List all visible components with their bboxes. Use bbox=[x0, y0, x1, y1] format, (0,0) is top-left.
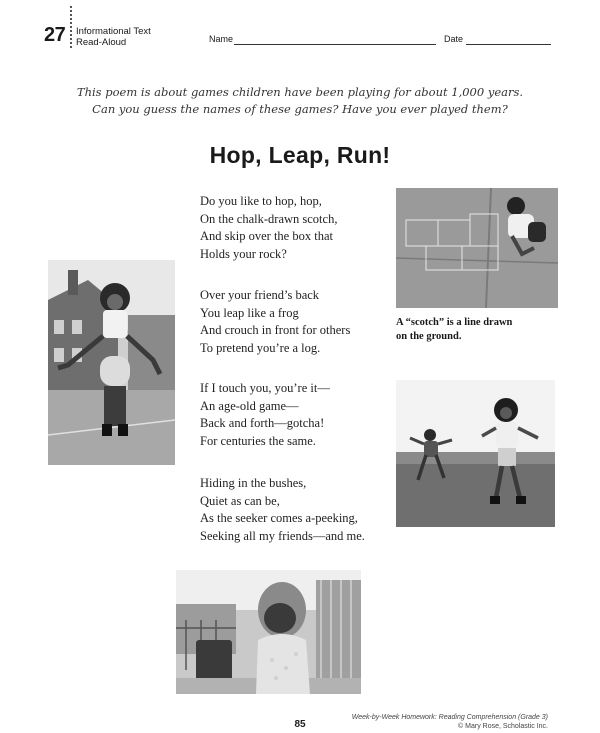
poem-line: And crouch in front for others bbox=[200, 323, 351, 337]
poem-line: Holds your rock? bbox=[200, 246, 287, 261]
poem-line: As the seeker comes a-peeking, bbox=[200, 511, 358, 525]
poem-line: Over your friend’s back bbox=[200, 288, 320, 302]
date-label: Date bbox=[444, 34, 464, 44]
hopscotch-caption bbox=[396, 316, 512, 344]
poem-line: Back and forth—gotcha! bbox=[200, 416, 325, 430]
page-number: 85 bbox=[294, 719, 306, 730]
caption-line1: A “scotch” is a line drawn bbox=[396, 317, 513, 328]
copyright: © Mary Rose, Scholastic Inc. bbox=[458, 723, 548, 730]
poem-line: An age-old game— bbox=[200, 398, 299, 413]
poem-line: You leap like a frog bbox=[200, 305, 299, 320]
intro-line1: This poem is about games children have been playing for about 1,000 years. bbox=[76, 85, 524, 99]
poem-line: For centuries the same. bbox=[200, 433, 316, 448]
lesson-type-line2: Read-Aloud bbox=[76, 37, 127, 48]
lesson-number: 27 bbox=[44, 24, 66, 46]
poem-line: On the chalk-drawn scotch, bbox=[200, 211, 338, 226]
poem-line: Seeking all my friends—and me. bbox=[200, 528, 365, 543]
lesson-type bbox=[76, 26, 151, 48]
poem-line: And skip over the box that bbox=[200, 229, 333, 243]
poem-line: Quiet as can be, bbox=[200, 493, 280, 508]
hide-and-seek-photo bbox=[176, 570, 361, 694]
date-field[interactable] bbox=[466, 44, 551, 45]
tag-photo bbox=[396, 380, 555, 527]
book-title: Week-by-Week Homework: Reading Comprehension (Grade 3) bbox=[351, 714, 548, 721]
poem-line: Hiding in the bushes, bbox=[200, 476, 307, 490]
poem-line: To pretend you’re a log. bbox=[200, 340, 321, 355]
poem-stanza-2 bbox=[200, 287, 400, 357]
hopscotch-photo bbox=[396, 188, 558, 308]
leapfrog-photo bbox=[48, 260, 175, 465]
poem-line: If I touch you, you’re it— bbox=[200, 381, 330, 395]
poem-line: Do you like to hop, hop, bbox=[200, 194, 322, 208]
header-divider-dots bbox=[70, 6, 72, 48]
poem-stanza-1 bbox=[200, 193, 400, 263]
intro-line2: Can you guess the names of these games? Have you ever played them? bbox=[92, 102, 508, 116]
name-field[interactable] bbox=[234, 44, 436, 45]
name-label: Name bbox=[209, 34, 234, 44]
caption-line2: on the ground. bbox=[396, 331, 462, 342]
poem-title: Hop, Leap, Run! bbox=[209, 142, 391, 168]
poem-stanza-4 bbox=[200, 475, 400, 545]
lesson-type-line1: Informational Text bbox=[76, 26, 151, 37]
poem-stanza-3 bbox=[200, 380, 400, 450]
intro-text bbox=[60, 84, 540, 118]
book-credit bbox=[300, 713, 548, 731]
